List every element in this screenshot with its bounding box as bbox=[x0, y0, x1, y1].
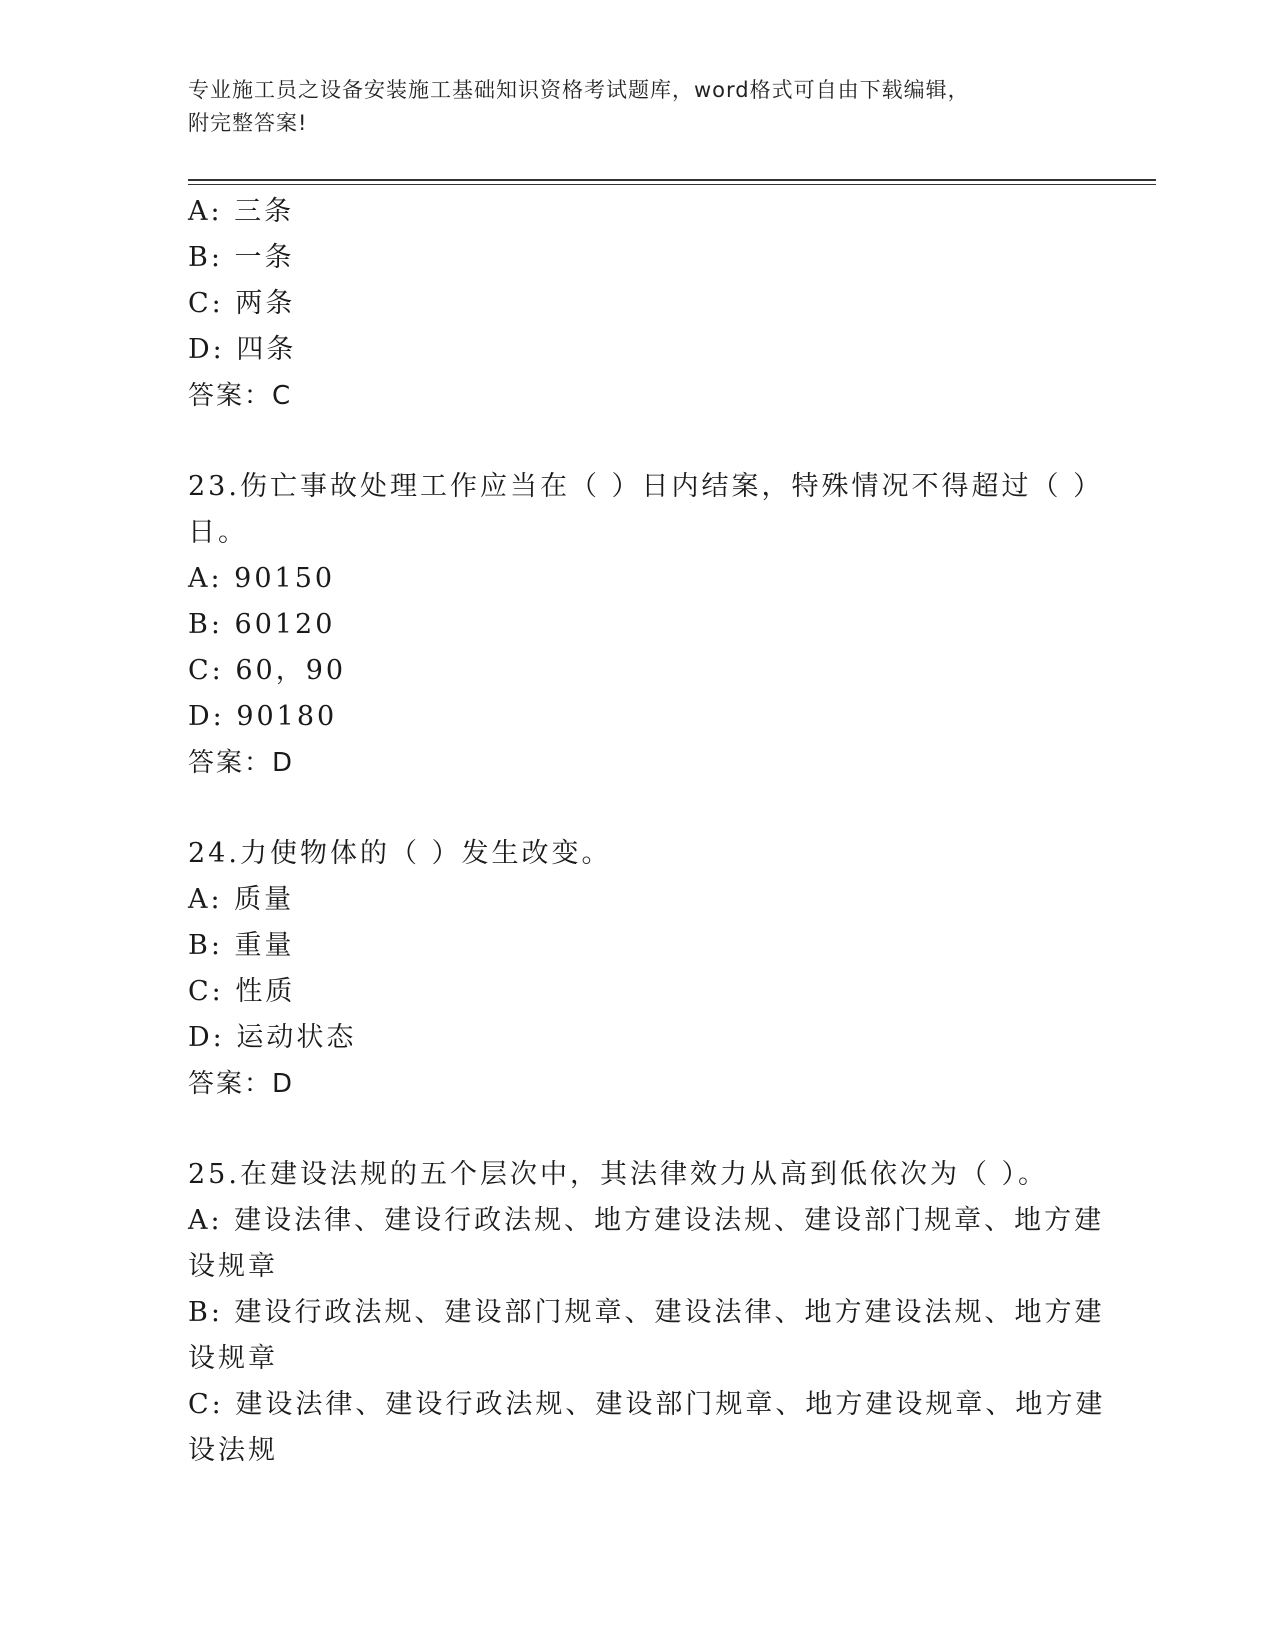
question-text-line-1: 24.力使物体的（ ）发生改变。 bbox=[188, 838, 612, 869]
option-b: B: 一条 bbox=[188, 242, 295, 273]
answer: 答案：C bbox=[188, 381, 293, 411]
header-line-1: 专业施工员之设备安装施工基础知识资格考试题库，word格式可自由下载编辑， bbox=[188, 78, 970, 102]
option-a: A: 90150 bbox=[188, 563, 336, 594]
option-b-line-1: B: 建设行政法规、建设部门规章、建设法律、地方建设法规、地方建 bbox=[188, 1297, 1105, 1328]
header-divider-thick bbox=[188, 179, 1156, 181]
question-22 bbox=[188, 189, 1088, 419]
option-c: C: 性质 bbox=[188, 976, 296, 1007]
spacer bbox=[188, 786, 1088, 831]
option-c: C: 两条 bbox=[188, 288, 296, 319]
answer: 答案：D bbox=[188, 1069, 295, 1099]
option-a: A: 质量 bbox=[188, 884, 295, 915]
question-24 bbox=[188, 831, 1088, 1107]
option-a-line-1: A: 建设法律、建设行政法规、地方建设法规、建设部门规章、地方建 bbox=[188, 1205, 1105, 1236]
spacer bbox=[188, 1107, 1088, 1152]
question-text-line-2: 日。 bbox=[188, 517, 248, 548]
question-23 bbox=[188, 464, 1104, 786]
option-b-line-2: 设规章 bbox=[188, 1343, 278, 1374]
answer: 答案：D bbox=[188, 748, 295, 778]
option-a-line-2: 设规章 bbox=[188, 1251, 278, 1282]
option-d: D: 90180 bbox=[188, 701, 338, 732]
question-25 bbox=[188, 1152, 1106, 1474]
option-c-line-1: C: 建设法律、建设行政法规、建设部门规章、地方建设规章、地方建 bbox=[188, 1389, 1106, 1420]
header-line-2: 附完整答案! bbox=[188, 111, 308, 135]
option-b: B: 60120 bbox=[188, 609, 336, 640]
spacer bbox=[188, 419, 1088, 464]
option-d: D: 运动状态 bbox=[188, 1022, 357, 1053]
document-header bbox=[188, 74, 1068, 140]
option-b: B: 重量 bbox=[188, 930, 295, 961]
question-content bbox=[188, 189, 1106, 1474]
option-c-line-2: 设法规 bbox=[188, 1435, 278, 1466]
option-a: A: 三条 bbox=[188, 196, 295, 227]
option-c: C: 60，90 bbox=[188, 655, 347, 686]
question-text-line-1: 25.在建设法规的五个层次中，其法律效力从高到低依次为（ ）。 bbox=[188, 1159, 1049, 1190]
question-text-line-1: 23.伤亡事故处理工作应当在（ ）日内结案，特殊情况不得超过（ ） bbox=[188, 471, 1104, 502]
option-d: D: 四条 bbox=[188, 334, 297, 365]
header-divider-thin bbox=[188, 184, 1156, 185]
